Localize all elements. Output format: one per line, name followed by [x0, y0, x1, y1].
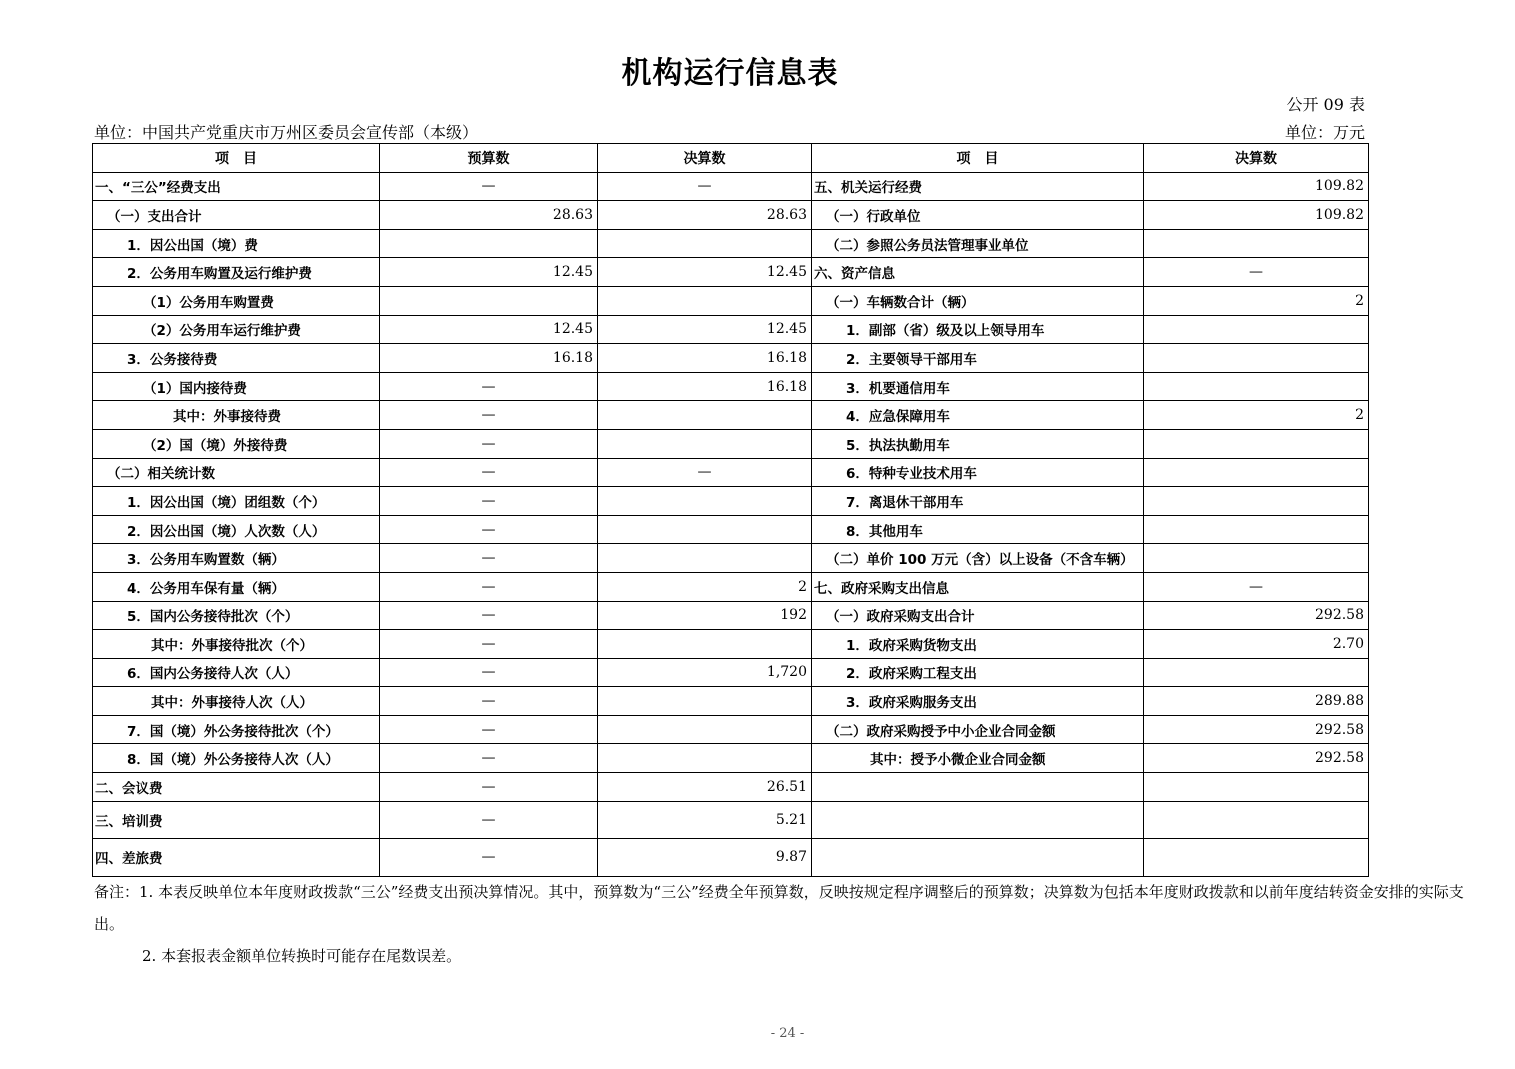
- row-final-value: 12.45: [598, 258, 812, 287]
- row-final-value: [598, 630, 812, 659]
- row-budget-value: 12.45: [380, 315, 598, 344]
- row-final-value-right: [1144, 515, 1369, 544]
- row-item-label-right: （一）车辆数合计（辆）: [812, 286, 1144, 315]
- row-final-value: [598, 544, 812, 573]
- row-budget-value: 12.45: [380, 258, 598, 287]
- row-final-value-right: [1144, 229, 1369, 258]
- row-final-value-right: [1144, 544, 1369, 573]
- table-header-row: [93, 144, 1369, 173]
- row-budget-value: —: [380, 839, 598, 877]
- table-row: [93, 773, 1369, 802]
- unit-currency: 单位：万元: [1284, 123, 1365, 142]
- table-row: [93, 172, 1369, 201]
- table-row: [93, 658, 1369, 687]
- row-budget-value: —: [380, 487, 598, 516]
- row-final-value-right: [1144, 839, 1369, 877]
- row-final-value-right: 2.70: [1144, 630, 1369, 659]
- page-number: - 24 -: [770, 1026, 805, 1041]
- row-final-value-right: [1144, 372, 1369, 401]
- header-final: 决算数: [598, 144, 812, 173]
- row-budget-value: —: [380, 544, 598, 573]
- row-budget-value: —: [380, 687, 598, 716]
- row-budget-value: [380, 229, 598, 258]
- row-item-label-right: （二）单价 100 万元（含）以上设备（不含车辆）: [812, 544, 1144, 573]
- row-budget-value: —: [380, 172, 598, 201]
- row-final-value: 16.18: [598, 372, 812, 401]
- header-item: 项 目: [93, 144, 380, 173]
- row-item-label: 其中：外事接待批次（个）: [93, 630, 380, 659]
- row-final-value-right: —: [1144, 572, 1369, 601]
- row-item-label: 3．公务用车购置数（辆）: [93, 544, 380, 573]
- row-item-label: （一）支出合计: [93, 201, 380, 230]
- note-1: 备注：1. 本表反映单位本年度财政拨款“三公”经费支出预决算情况。其中，预算数为“三公”经费全年预算数，反映按规定程序调整后的预算数；决算数为包括本年度财政拨款和以前年度结转资金安排的实际支出。: [94, 883, 1464, 933]
- row-item-label: 5．国内公务接待批次（个）: [93, 601, 380, 630]
- table-row: [93, 801, 1369, 839]
- row-item-label-right: 七、政府采购支出信息: [812, 572, 1144, 601]
- table-row: [93, 372, 1369, 401]
- row-item-label: （二）相关统计数: [93, 458, 380, 487]
- row-item-label-right: （二）参照公务员法管理事业单位: [812, 229, 1144, 258]
- row-item-label: 8．国（境）外公务接待人次（人）: [93, 744, 380, 773]
- row-item-label-right: （一）行政单位: [812, 201, 1144, 230]
- row-final-value: 1,720: [598, 658, 812, 687]
- row-item-label: （2）国（境）外接待费: [93, 429, 380, 458]
- row-final-value: [598, 401, 812, 430]
- institution-operation-table: [92, 143, 1369, 877]
- notes: [94, 876, 1484, 972]
- row-final-value-right: [1144, 344, 1369, 373]
- table-row: [93, 487, 1369, 516]
- row-budget-value: —: [380, 572, 598, 601]
- row-item-label-right: 4．应急保障用车: [812, 401, 1144, 430]
- row-item-label-right: 5．执法执勤用车: [812, 429, 1144, 458]
- table-row: [93, 258, 1369, 287]
- table-row: [93, 229, 1369, 258]
- row-final-value: [598, 744, 812, 773]
- row-item-label-right: 8．其他用车: [812, 515, 1144, 544]
- row-final-value: 9.87: [598, 839, 812, 877]
- row-item-label-right: 2．政府采购工程支出: [812, 658, 1144, 687]
- row-final-value: [598, 286, 812, 315]
- row-budget-value: —: [380, 715, 598, 744]
- row-item-label: 一、“三公”经费支出: [93, 172, 380, 201]
- form-number: 公开 09 表: [1286, 95, 1365, 114]
- table-row: [93, 544, 1369, 573]
- row-item-label: 1．因公出国（境）团组数（个）: [93, 487, 380, 516]
- row-item-label: 2．公务用车购置及运行维护费: [93, 258, 380, 287]
- row-item-label: 3．公务接待费: [93, 344, 380, 373]
- row-budget-value: [380, 286, 598, 315]
- row-item-label: 三、培训费: [93, 801, 380, 839]
- row-item-label-right: （一）政府采购支出合计: [812, 601, 1144, 630]
- row-final-value: [598, 715, 812, 744]
- row-item-label-right: 6．特种专业技术用车: [812, 458, 1144, 487]
- row-item-label-right: 1．副部（省）级及以上领导用车: [812, 315, 1144, 344]
- row-final-value: 192: [598, 601, 812, 630]
- unit-organization: 单位：中国共产党重庆市万州区委员会宣传部（本级）: [94, 123, 479, 142]
- row-budget-value: 28.63: [380, 201, 598, 230]
- row-item-label: （1）公务用车购置费: [93, 286, 380, 315]
- row-item-label-right: 3．机要通信用车: [812, 372, 1144, 401]
- page-title: 机构运行信息表: [621, 56, 839, 91]
- table-row: [93, 458, 1369, 487]
- row-final-value-right: [1144, 315, 1369, 344]
- row-final-value: —: [598, 172, 812, 201]
- row-item-label-right: 3．政府采购服务支出: [812, 687, 1144, 716]
- row-final-value-right: [1144, 487, 1369, 516]
- table-row: [93, 687, 1369, 716]
- row-final-value-right: 292.58: [1144, 744, 1369, 773]
- table-row: [93, 601, 1369, 630]
- row-item-label: 二、会议费: [93, 773, 380, 802]
- row-final-value: 5.21: [598, 801, 812, 839]
- row-final-value-right: [1144, 429, 1369, 458]
- header-budget: 预算数: [380, 144, 598, 173]
- row-item-label-right: 1．政府采购货物支出: [812, 630, 1144, 659]
- row-final-value: 26.51: [598, 773, 812, 802]
- row-final-value: [598, 515, 812, 544]
- row-item-label-right: [812, 773, 1144, 802]
- table-body: [93, 172, 1369, 876]
- row-final-value-right: 2: [1144, 286, 1369, 315]
- row-final-value-right: [1144, 801, 1369, 839]
- row-item-label-right: （二）政府采购授予中小企业合同金额: [812, 715, 1144, 744]
- row-budget-value: —: [380, 372, 598, 401]
- row-budget-value: —: [380, 429, 598, 458]
- row-item-label-right: [812, 839, 1144, 877]
- row-item-label: 其中：外事接待费: [93, 401, 380, 430]
- header-final-right: 决算数: [1144, 144, 1369, 173]
- row-item-label-right: 7．离退休干部用车: [812, 487, 1144, 516]
- row-final-value-right: [1144, 658, 1369, 687]
- table-row: [93, 315, 1369, 344]
- row-final-value-right: 109.82: [1144, 172, 1369, 201]
- row-budget-value: —: [380, 801, 598, 839]
- row-final-value: [598, 229, 812, 258]
- table-row: [93, 839, 1369, 877]
- row-item-label-right: [812, 801, 1144, 839]
- row-item-label: 其中：外事接待人次（人）: [93, 687, 380, 716]
- table-row: [93, 715, 1369, 744]
- table-row: [93, 515, 1369, 544]
- row-final-value: [598, 487, 812, 516]
- row-final-value-right: —: [1144, 258, 1369, 287]
- row-final-value: [598, 687, 812, 716]
- table-row: [93, 401, 1369, 430]
- row-final-value: 2: [598, 572, 812, 601]
- row-final-value-right: 2: [1144, 401, 1369, 430]
- row-final-value: 12.45: [598, 315, 812, 344]
- row-final-value-right: 109.82: [1144, 201, 1369, 230]
- row-final-value-right: 292.58: [1144, 715, 1369, 744]
- table-row: [93, 572, 1369, 601]
- table-row: [93, 744, 1369, 773]
- row-item-label-right: 五、机关运行经费: [812, 172, 1144, 201]
- row-final-value-right: [1144, 458, 1369, 487]
- row-budget-value: —: [380, 773, 598, 802]
- row-item-label: 1．因公出国（境）费: [93, 229, 380, 258]
- row-budget-value: —: [380, 630, 598, 659]
- row-item-label: 四、差旅费: [93, 839, 380, 877]
- row-item-label-right: 2．主要领导干部用车: [812, 344, 1144, 373]
- row-final-value-right: 292.58: [1144, 601, 1369, 630]
- row-item-label: （1）国内接待费: [93, 372, 380, 401]
- table-row: [93, 201, 1369, 230]
- row-item-label: 2．因公出国（境）人次数（人）: [93, 515, 380, 544]
- row-item-label-right: 六、资产信息: [812, 258, 1144, 287]
- row-item-label: 4．公务用车保有量（辆）: [93, 572, 380, 601]
- row-final-value-right: 289.88: [1144, 687, 1369, 716]
- row-budget-value: —: [380, 401, 598, 430]
- row-item-label-right: 其中：授予小微企业合同金额: [812, 744, 1144, 773]
- table-row: [93, 429, 1369, 458]
- row-item-label: （2）公务用车运行维护费: [93, 315, 380, 344]
- row-item-label: 7．国（境）外公务接待批次（个）: [93, 715, 380, 744]
- row-final-value: —: [598, 458, 812, 487]
- note-2: 2. 本套报表金额单位转换时可能存在尾数误差。: [142, 947, 462, 965]
- row-final-value-right: [1144, 773, 1369, 802]
- table-row: [93, 630, 1369, 659]
- table-row: [93, 344, 1369, 373]
- row-budget-value: —: [380, 744, 598, 773]
- row-budget-value: —: [380, 658, 598, 687]
- row-final-value: [598, 429, 812, 458]
- row-item-label: 6．国内公务接待人次（人）: [93, 658, 380, 687]
- row-final-value: 28.63: [598, 201, 812, 230]
- row-budget-value: —: [380, 515, 598, 544]
- row-budget-value: —: [380, 601, 598, 630]
- row-budget-value: —: [380, 458, 598, 487]
- table-row: [93, 286, 1369, 315]
- row-budget-value: 16.18: [380, 344, 598, 373]
- row-final-value: 16.18: [598, 344, 812, 373]
- header-item-right: 项 目: [812, 144, 1144, 173]
